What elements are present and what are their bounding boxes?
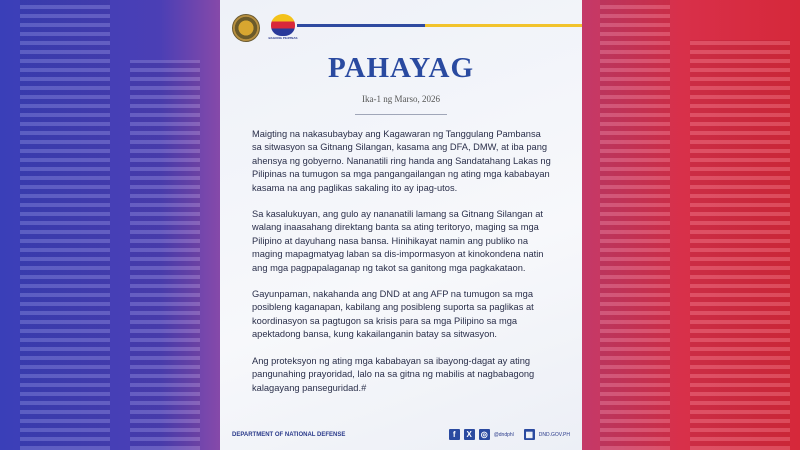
- logos: [232, 14, 298, 42]
- x-icon: X: [464, 429, 475, 440]
- header-divider: [297, 24, 582, 27]
- instagram-icon: ◎: [479, 429, 490, 440]
- statement-card: [220, 0, 582, 450]
- background-building: [600, 0, 670, 450]
- dnd-seal-logo: [232, 14, 260, 42]
- paragraph: Sa kasalukuyan, ang gulo ay nananatili lamang sa Gitnang Silangan at walang inaasahang direktang banta sa ating teritoryo, maging sa mga Pilipino at dayuhang nasa bansa. Hinihikayat namin ang publiko na maging mapagmatyag laban sa dis-impormasyon at kinokondena natin ang mga pagpapalaganap ng takot sa ganitong mga pagkakataon.: [252, 209, 544, 273]
- ornament-divider: [355, 114, 447, 115]
- paragraph: Gayunpaman, nakahanda ang DND at ang AFP na tumugon sa mga posibleng kaganapan, kabilang ang posibleng suporta sa paglikas at koordinasyon sa pagtugon sa krisis para sa mga Pilipino sa mga apektadong bansa, kung kakailanganin batay sa sitwasyon.: [252, 289, 534, 340]
- background-building: [130, 60, 200, 450]
- department-name: DEPARTMENT OF NATIONAL DEFENSE: [232, 431, 346, 438]
- date: Ika-1 ng Marso, 2026: [362, 94, 440, 104]
- paragraph: Maigting na nakasubaybay ang Kagawaran ng Tanggulang Pambansa sa sitwasyon sa Gitnang Silangan, kasama ang DFA, DMW, at iba pang ahensya ng gobyerno. Nananatili ring handa ang Sandatahang Lakas ng Pilipinas na tumugon sa mga pangangailangan ng ating mga kababayan kasama na ang paglikas sakaling ito ay ipag-utos.: [252, 129, 551, 193]
- website: DND.GOV.PH: [538, 431, 570, 438]
- background-building: [20, 0, 110, 450]
- social-links: [449, 429, 570, 440]
- statement-body: [252, 128, 552, 408]
- footer: [232, 429, 570, 440]
- paragraph: Ang proteksyon ng ating mga kababayan sa ibayong-dagat ay ating pangunahing prayoridad, lalo na sa gitna ng mabilis at nagbabagong kalagayang panseguridad.#: [252, 355, 535, 393]
- bagong-pilipinas-logo: BAGONG PILIPINAS: [268, 14, 298, 40]
- facebook-icon: f: [449, 429, 460, 440]
- page-title: PAHAYAG: [327, 52, 475, 84]
- background-building: [690, 40, 790, 450]
- web-icon: ▦: [525, 430, 534, 439]
- social-handle: @dndphl: [493, 431, 514, 438]
